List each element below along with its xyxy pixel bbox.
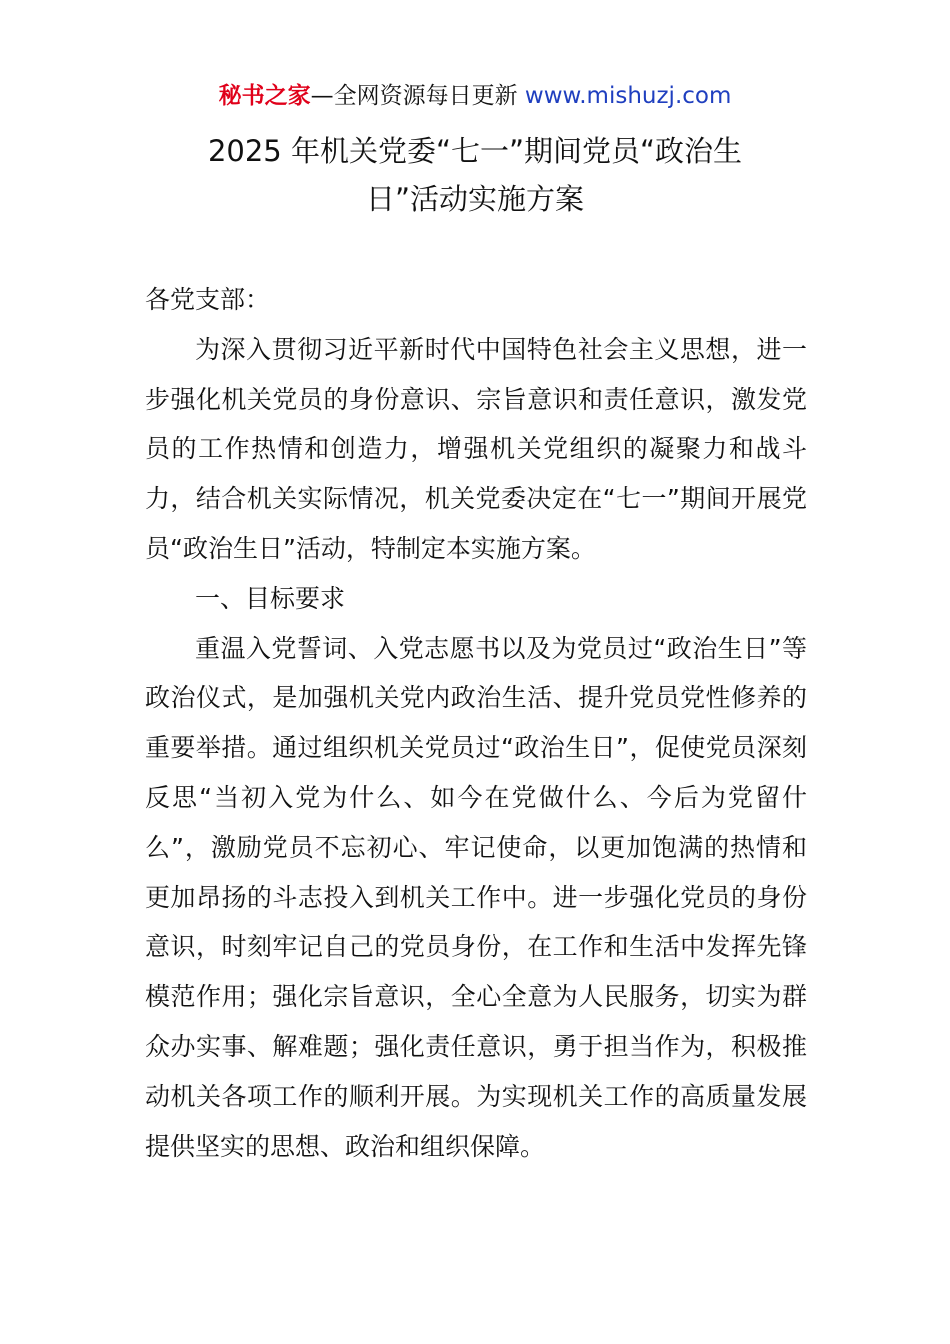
intro-paragraph: 为深入贯彻习近平新时代中国特色社会主义思想，进一步强化机关党员的身份意识、宗旨意识和责任意识，激发党员的工作热情和创造力，增强机关党组织的凝聚力和战斗力，结合机关实际情况，机关党委决定在“七一”期间开展党员“政治生日”活动，特制定本实施方案。: [145, 334, 807, 563]
salutation: 各党支部：: [145, 285, 271, 314]
section-heading: 一、目标要求: [195, 583, 346, 613]
site-tagline: —全网资源每日更新: [310, 83, 525, 109]
document-title-line-2: 日”活动实施方案: [365, 182, 585, 216]
site-name: 秘书之家: [218, 83, 311, 109]
document-body: [145, 275, 807, 1171]
section-paragraph: 重温入党誓词、入党志愿书以及为党员过“政治生日”等政治仪式，是加强机关党内政治生活、提升党员党性修养的重要举措。通过组织机关党员过“政治生日”，促使党员深刻反思“当初入党为什么、如今在党做什么、今后为党留什么”，激励党员不忘初心、牢记使命，以更加饱满的热情和更加昂扬的斗志投入到机关工作中。进一步强化党员的身份意识，时刻牢记自己的党员身份，在工作和生活中发挥先锋模范作用；强化宗旨意识，全心全意为人民服务，切实为群众办实事、解难题；强化责任意识，勇于担当作为，积极推动机关各项工作的顺利开展。为实现机关工作的高质量发展提供坚实的思想、政治和组织保障。: [145, 633, 807, 1161]
document-title-line-1: 2025 年机关党委“七一”期间党员“政治生: [207, 134, 743, 168]
document-title: [145, 127, 805, 223]
site-url-link[interactable]: www.mishuzj.com: [524, 83, 732, 109]
site-header: [0, 80, 950, 112]
